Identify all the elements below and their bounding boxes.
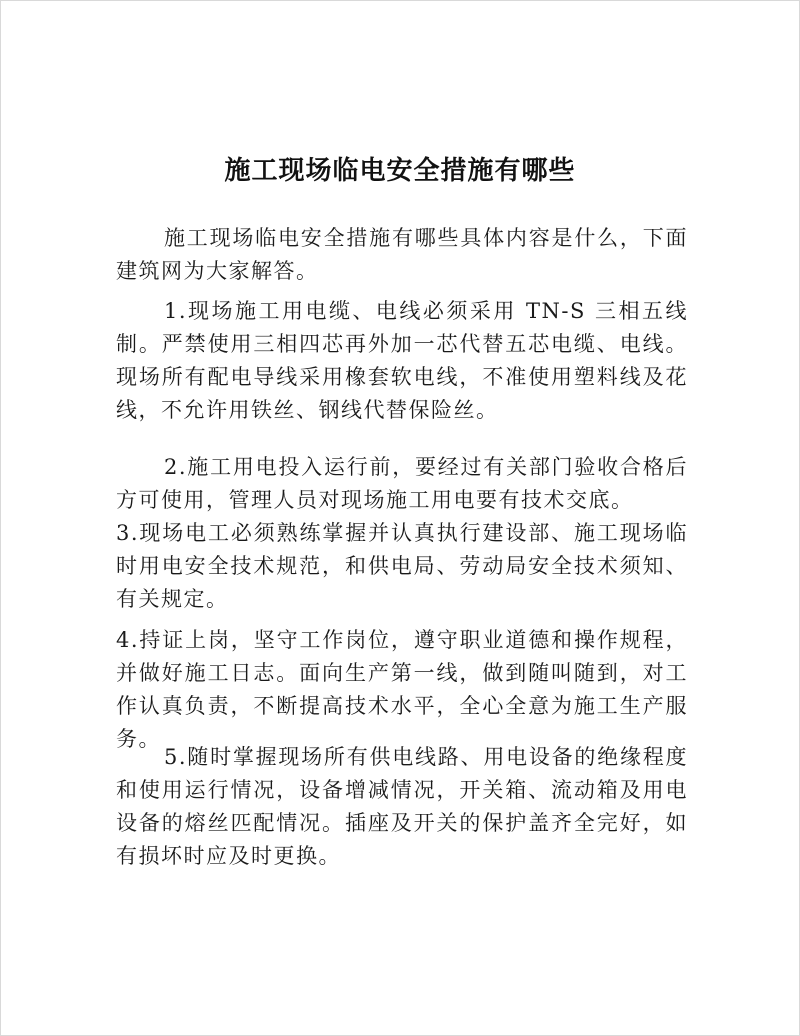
paragraph-2: 2.施工用电投入运行前，要经过有关部门验收合格后方可使用，管理人员对现场施工用电要有技术交底。 (116, 455, 688, 512)
document-title: 施工现场临电安全措施有哪些 (224, 156, 576, 187)
paragraph-1: 1.现场施工用电缆、电线必须采用 TN-S 三相五线制。严禁使用三相四芯再外加一芯代替五芯电缆、电线。现场所有配电导线采用橡套软电线，不准使用塑料线及花线，不允许用铁丝、钢线代替保险丝。 (116, 299, 688, 422)
paragraph-3: 3.现场电工必须熟练掌握并认真执行建设部、施工现场临时用电安全技术规范，和供电局、劳动局安全技术须知、有关规定。 (116, 521, 688, 611)
paragraph-4: 4.持证上岗，坚守工作岗位，遵守职业道德和操作规程，并做好施工日志。面向生产第一线，做到随叫随到，对工作认真负责，不断提高技术水平，全心全意为施工生产服务。 (116, 628, 688, 751)
intro-paragraph: 施工现场临电安全措施有哪些具体内容是什么，下面建筑网为大家解答。 (116, 226, 688, 283)
paragraph-5: 5.随时掌握现场所有供电线路、用电设备的绝缘程度和使用运行情况，设备增减情况，开关箱、流动箱及用电设备的熔丝匹配情况。插座及开关的保护盖齐全完好，如有损坏时应及时更换。 (116, 745, 688, 868)
